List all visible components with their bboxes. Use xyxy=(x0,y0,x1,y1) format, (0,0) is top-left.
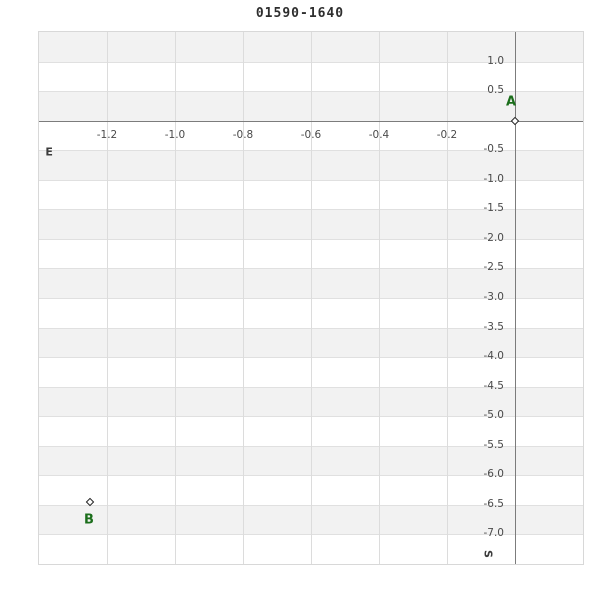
y-tick-label: -6.0 xyxy=(483,468,504,481)
point-label-A: A xyxy=(505,94,517,110)
x-tick-label: -0.8 xyxy=(232,128,254,141)
y-tick-label: 1.0 xyxy=(487,54,504,67)
y-tick-label: -4.0 xyxy=(483,350,504,363)
x-axis-line xyxy=(39,121,583,122)
v-gridline xyxy=(243,32,244,564)
v-gridline xyxy=(447,32,448,564)
x-tick-label: -0.2 xyxy=(436,128,458,141)
point-label-B: B xyxy=(84,512,94,528)
y-tick-label: -0.5 xyxy=(483,143,504,156)
v-gridline xyxy=(379,32,380,564)
y-tick-label: -3.5 xyxy=(483,320,504,333)
y-tick-label: -3.0 xyxy=(483,291,504,303)
y-tick-label: -1.5 xyxy=(483,202,504,215)
edge-label-S: S xyxy=(481,549,495,558)
plot-area xyxy=(38,31,584,565)
v-gridline xyxy=(311,32,312,564)
chart-title: 01590-1640 xyxy=(255,6,345,21)
v-gridline xyxy=(107,32,108,564)
y-tick-label: -4.5 xyxy=(483,379,504,392)
x-tick-label: -0.4 xyxy=(368,128,390,141)
y-tick-label: -6.5 xyxy=(483,497,504,510)
x-tick-label: -1.2 xyxy=(96,128,118,141)
x-tick-label: -1.0 xyxy=(164,128,186,141)
y-tick-label: 0.5 xyxy=(487,84,504,97)
y-tick-label: -5.0 xyxy=(483,409,504,422)
v-gridline xyxy=(175,32,176,564)
x-tick-label: -0.6 xyxy=(300,128,322,141)
y-tick-label: -7.0 xyxy=(483,527,504,540)
y-axis-line xyxy=(515,32,516,564)
edge-label-E: E xyxy=(45,145,53,159)
y-tick-label: -5.5 xyxy=(483,438,504,451)
y-tick-label: -2.0 xyxy=(483,231,504,244)
y-tick-label: -1.0 xyxy=(483,172,504,185)
y-tick-label: -2.5 xyxy=(483,261,504,274)
